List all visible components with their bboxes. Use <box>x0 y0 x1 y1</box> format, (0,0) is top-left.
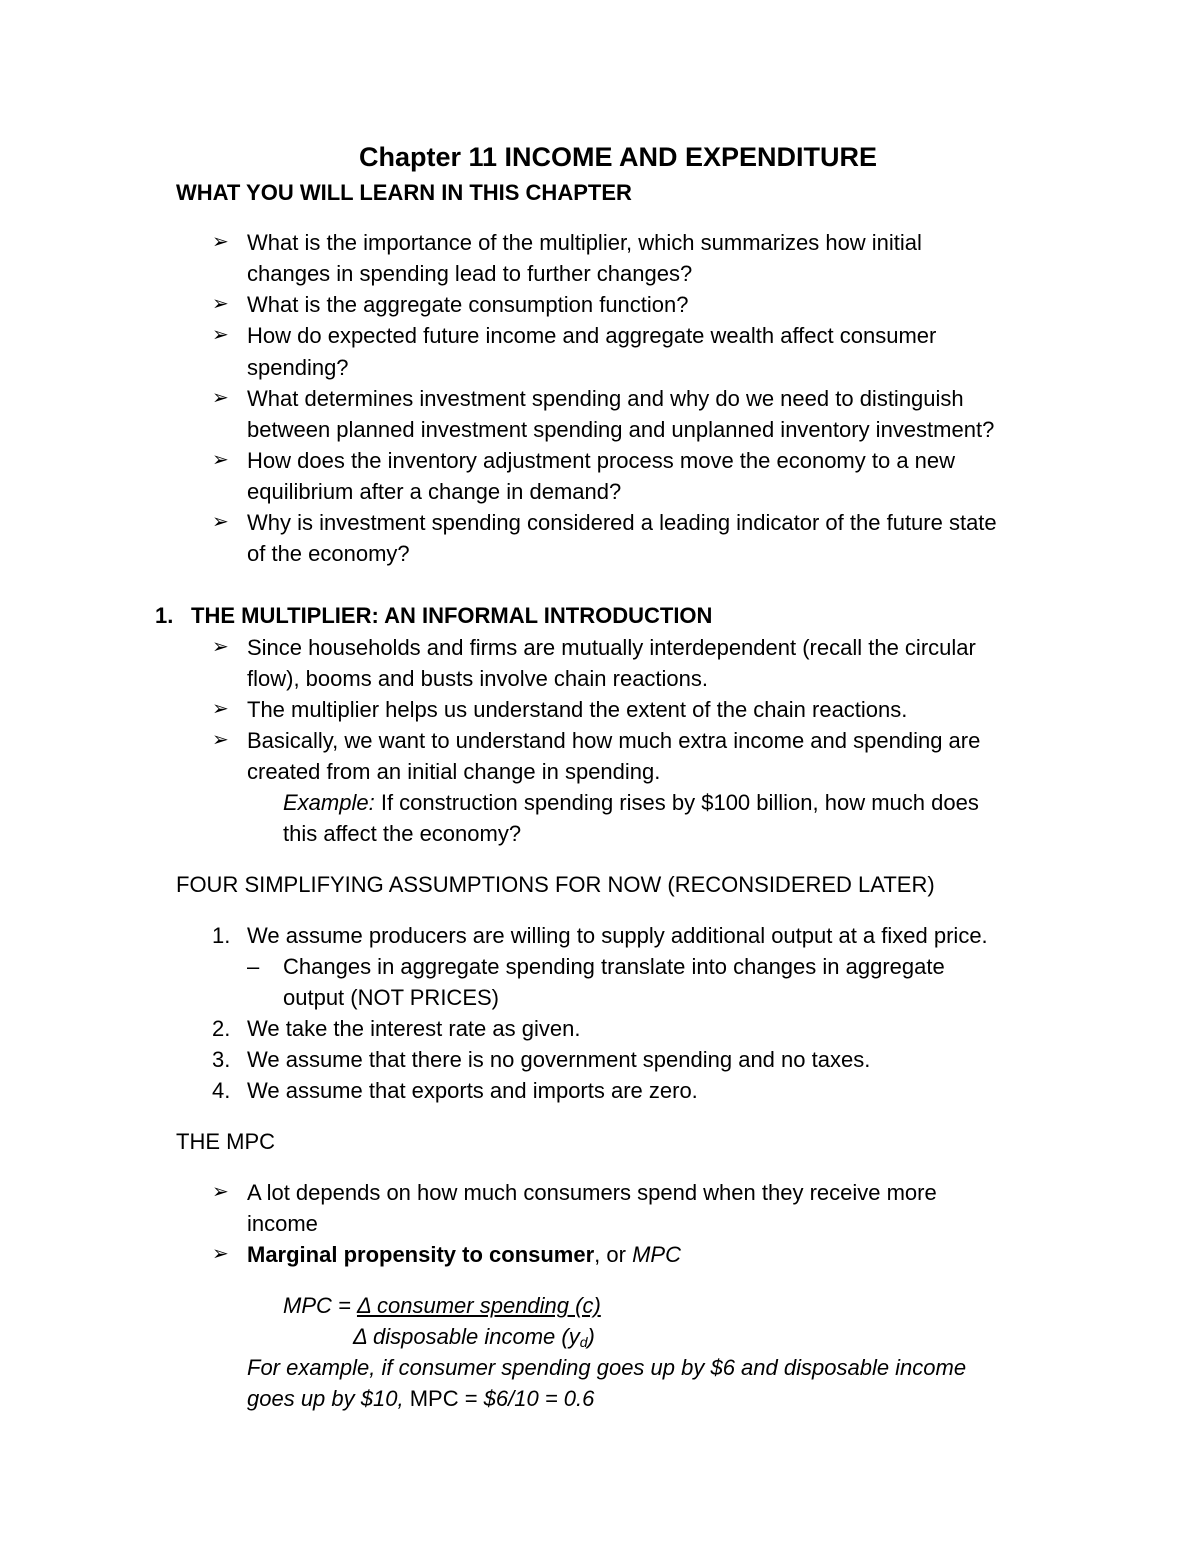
mpc-example-part-a: goes up by $10, <box>247 1386 404 1411</box>
mpc-example-part-c: $6/10 = 0.6 <box>483 1386 595 1411</box>
formula-numerator: Δ consumer spending (c) <box>356 1293 601 1318</box>
learn-item-1-line-2: changes in spending lead to further changes? <box>247 261 693 286</box>
assumption-1-sub-line-2: output (NOT PRICES) <box>283 985 499 1010</box>
assumption-4: We assume that exports and imports are zero. <box>247 1078 698 1103</box>
learn-item-1-line-1: What is the importance of the multiplier, which summarizes how initial <box>247 230 922 255</box>
learn-item-4-line-1: What determines investment spending and why do we need to distinguish <box>247 386 964 411</box>
bullet-arrow-icon: ➢ <box>212 293 229 315</box>
learn-item-2: What is the aggregate consumption function? <box>247 292 689 317</box>
dash-bullet: – <box>247 954 260 979</box>
formula-denominator-text: Δ disposable income (y <box>353 1324 580 1349</box>
assumption-number: 3. <box>212 1047 231 1072</box>
section-bullet-3-line-1: Basically, we want to understand how much extra income and spending are <box>247 728 981 753</box>
example-label: Example: <box>283 790 375 815</box>
assumption-number: 2. <box>212 1016 231 1041</box>
bullet-arrow-icon: ➢ <box>212 1243 229 1265</box>
mpc-bullet-2 <box>247 1239 681 1270</box>
bullet-arrow-icon: ➢ <box>212 698 229 720</box>
learn-item-4-line-2: between planned investment spending and unplanned inventory investment? <box>247 417 995 442</box>
mpc-example-line-2 <box>247 1383 594 1414</box>
learn-item-3-line-2: spending? <box>247 355 349 380</box>
mpc-bullet-2-connector: , or <box>594 1242 633 1267</box>
bullet-arrow-icon: ➢ <box>212 324 229 346</box>
learn-item-6-line-2: of the economy? <box>247 541 410 566</box>
section-bullet-3-line-2: created from an initial change in spending. <box>247 759 661 784</box>
assumption-3: We assume that there is no government spending and no taxes. <box>247 1047 871 1072</box>
section-bullet-1-line-2: flow), booms and busts involve chain reactions. <box>247 666 709 691</box>
mpc-example-line-1: For example, if consumer spending goes up by $6 and disposable income <box>247 1355 967 1380</box>
formula-denominator <box>353 1321 595 1352</box>
mpc-heading: THE MPC <box>176 1129 275 1154</box>
mpc-term: Marginal propensity to consumer <box>247 1242 595 1267</box>
example-text: If construction spending rises by $100 billion, how much does <box>374 790 979 815</box>
assumption-2: We take the interest rate as given. <box>247 1016 581 1041</box>
section-number: 1. <box>155 603 174 628</box>
mpc-formula-numerator-line <box>283 1290 601 1321</box>
mpc-example-part-b: MPC = <box>403 1386 484 1411</box>
bullet-arrow-icon: ➢ <box>212 231 229 253</box>
bullet-arrow-icon: ➢ <box>212 387 229 409</box>
assumption-1: We assume producers are willing to supply additional output at a fixed price. <box>247 923 988 948</box>
bullet-arrow-icon: ➢ <box>212 511 229 533</box>
section-title: THE MULTIPLIER: AN INFORMAL INTRODUCTION <box>191 603 713 628</box>
page-title: Chapter 11 INCOME AND EXPENDITURE <box>358 142 878 172</box>
example-line-1 <box>283 787 979 818</box>
formula-denominator-subscript: d <box>579 1334 588 1350</box>
mpc-bullet-1-line-2: income <box>247 1211 318 1236</box>
example-line-2: this affect the economy? <box>283 821 522 846</box>
learn-item-5-line-1: How does the inventory adjustment process move the economy to a new <box>247 448 956 473</box>
learn-heading: WHAT YOU WILL LEARN IN THIS CHAPTER <box>176 180 632 205</box>
assumption-number: 1. <box>212 923 231 948</box>
mpc-abbrev: MPC <box>632 1242 681 1267</box>
learn-item-5-line-2: equilibrium after a change in demand? <box>247 479 622 504</box>
section-bullet-2: The multiplier helps us understand the extent of the chain reactions. <box>247 697 908 722</box>
formula-lhs: MPC = <box>283 1293 357 1318</box>
assumptions-heading: FOUR SIMPLIFYING ASSUMPTIONS FOR NOW (RECONSIDERED LATER) <box>176 872 935 897</box>
bullet-arrow-icon: ➢ <box>212 1181 229 1203</box>
bullet-arrow-icon: ➢ <box>212 449 229 471</box>
mpc-bullet-1-line-1: A lot depends on how much consumers spend when they receive more <box>247 1180 937 1205</box>
assumption-1-sub-line-1: Changes in aggregate spending translate into changes in aggregate <box>283 954 945 979</box>
bullet-arrow-icon: ➢ <box>212 636 229 658</box>
assumption-number: 4. <box>212 1078 231 1103</box>
learn-item-3-line-1: How do expected future income and aggregate wealth affect consumer <box>247 323 937 348</box>
learn-item-6-line-1: Why is investment spending considered a leading indicator of the future state <box>247 510 997 535</box>
formula-denominator-close: ) <box>587 1324 595 1349</box>
section-bullet-1-line-1: Since households and firms are mutually interdependent (recall the circular <box>247 635 976 660</box>
bullet-arrow-icon: ➢ <box>212 729 229 751</box>
